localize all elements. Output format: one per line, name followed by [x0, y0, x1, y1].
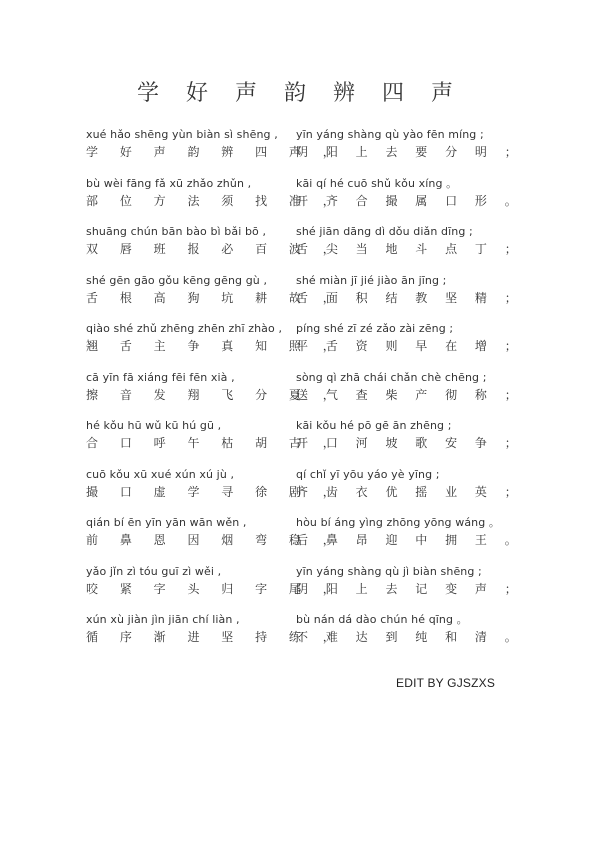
pinyin-line: yīn yáng shàng qù jì biàn shēng ;	[296, 564, 482, 578]
stanza	[86, 128, 524, 177]
pinyin-line: píng shé zī zé zǎo zài zēng ;	[296, 322, 454, 335]
hanzi-line: 舌 根 高 狗 坑 耕 故 ，	[86, 290, 344, 305]
stanza	[86, 613, 524, 662]
stanza	[86, 516, 524, 565]
hanzi-line: 擦 音 发 翔 飞 分 夏 ，	[86, 387, 344, 402]
verse-line	[86, 128, 344, 177]
hanzi-line: 合 口 呼 午 枯 胡 古 ，	[86, 436, 344, 450]
pinyin-line: cā yīn fā xiáng fēi fēn xià ,	[86, 370, 235, 384]
hanzi-line: 双 唇 班 报 必 百 波 ，	[86, 242, 344, 256]
pinyin-line: qí chǐ yī yōu yáo yè yīng ;	[296, 467, 440, 481]
verse-line	[296, 613, 524, 662]
verse-line	[296, 322, 524, 371]
verse-line	[296, 273, 524, 323]
pinyin-line: hé kǒu hū wǔ kū hú gū ,	[86, 419, 222, 432]
verse-line	[296, 225, 524, 274]
hanzi-line: 学 好 声 韵 辨 四 声 ，	[86, 145, 344, 159]
verse-line	[296, 467, 524, 517]
hanzi-line: 前 鼻 恩 因 烟 弯 稳 ，	[86, 533, 344, 547]
verse-line	[296, 176, 524, 226]
page-title: 学 好 声 韵 辨 四 声	[137, 81, 463, 106]
pinyin-line: qiào shé zhǔ zhēng zhēn zhī zhào ,	[86, 322, 283, 335]
stanza	[86, 225, 524, 274]
pinyin-line: kāi kǒu hé pō gē ān zhēng ;	[296, 419, 452, 432]
verse-line	[86, 419, 344, 468]
pinyin-line: xué hǎo shēng yùn biàn sì shēng ,	[86, 128, 278, 141]
stanza	[86, 322, 524, 371]
hanzi-line: 齐 齿 衣 优 摇 业 英 ；	[296, 484, 524, 499]
pinyin-line: bù wèi fāng fǎ xū zhǎo zhǔn ,	[86, 176, 252, 190]
verse-line	[86, 564, 344, 614]
pinyin-line: xún xù jiàn jìn jiān chí liàn ,	[86, 613, 240, 626]
pinyin-line: shé jiān dāng dì dǒu diǎn dīng ;	[296, 225, 473, 238]
verse-line	[296, 419, 524, 468]
stanza	[86, 273, 524, 323]
poem-body	[86, 128, 524, 662]
hanzi-line: 部 位 方 法 须 找 准 ，	[86, 193, 344, 208]
pinyin-line: sòng qì zhā chái chǎn chè chēng ;	[296, 370, 487, 384]
hanzi-line: 撮 口 虚 学 寻 徐 剧 ，	[86, 484, 344, 499]
stanza	[86, 564, 524, 614]
pinyin-line: shé gēn gāo gǒu kēng gēng gù ,	[86, 273, 268, 287]
verse-line	[86, 322, 344, 371]
verse-line	[296, 516, 524, 565]
verse-line	[296, 370, 524, 420]
verse-line	[86, 370, 344, 420]
stanza	[86, 370, 524, 420]
stanza	[86, 176, 524, 226]
pinyin-line: kāi qí hé cuō shǔ kǒu xíng 。	[296, 176, 458, 190]
verse-line	[86, 176, 344, 226]
hanzi-line: 阴 阳 上 去 要 分 明 ；	[296, 145, 524, 159]
pinyin-line: cuō kǒu xū xué xún xú jù ,	[86, 467, 235, 481]
verse-line	[296, 128, 524, 177]
verse-line	[86, 467, 344, 517]
pinyin-line: qián bí ēn yīn yān wān wěn ,	[86, 516, 247, 529]
pinyin-line: yǎo jǐn zì tóu guī zì wěi ,	[86, 564, 222, 578]
verse-line	[86, 613, 344, 662]
hanzi-line: 舌 面 积 结 教 坚 精 ；	[296, 290, 524, 305]
hanzi-line: 后 鼻 昂 迎 中 拥 王 。	[296, 533, 524, 547]
editor-credit: EDIT BY GJSZXS	[396, 676, 496, 690]
verse-line	[296, 564, 524, 614]
pinyin-line: hòu bí áng yìng zhōng yōng wáng 。	[296, 516, 501, 529]
pinyin-line: bù nán dá dào chún hé qīng 。	[296, 613, 468, 626]
verse-line	[86, 273, 344, 323]
pinyin-line: shé miàn jī jié jiào ān jīng ;	[296, 273, 447, 287]
stanza	[86, 419, 524, 468]
hanzi-line: 舌 尖 当 地 斗 点 丁 ；	[296, 242, 524, 256]
hanzi-line: 送 气 查 柴 产 彻 称 ；	[296, 387, 524, 402]
verse-line	[86, 225, 344, 274]
stanza	[86, 467, 524, 517]
hanzi-line: 开 口 河 坡 歌 安 争 ；	[296, 436, 524, 450]
pinyin-line: yīn yáng shàng qù yào fēn míng ;	[296, 128, 484, 141]
hanzi-line: 翘 舌 主 争 真 知 照 ，	[86, 339, 344, 353]
hanzi-line: 循 序 渐 进 坚 持 练 ，	[86, 630, 344, 644]
verse-line	[86, 516, 344, 565]
hanzi-line: 阴 阳 上 去 记 变 声 ；	[296, 581, 524, 596]
pinyin-line: shuāng chún bān bào bì bǎi bō ,	[86, 225, 267, 238]
hanzi-line: 开 齐 合 撮 属 口 形 。	[296, 193, 524, 208]
hanzi-line: 咬 紧 字 头 归 字 尾 ，	[86, 581, 344, 596]
hanzi-line: 平 舌 资 则 早 在 增 ；	[296, 339, 524, 353]
hanzi-line: 不 难 达 到 纯 和 清 。	[296, 630, 524, 644]
